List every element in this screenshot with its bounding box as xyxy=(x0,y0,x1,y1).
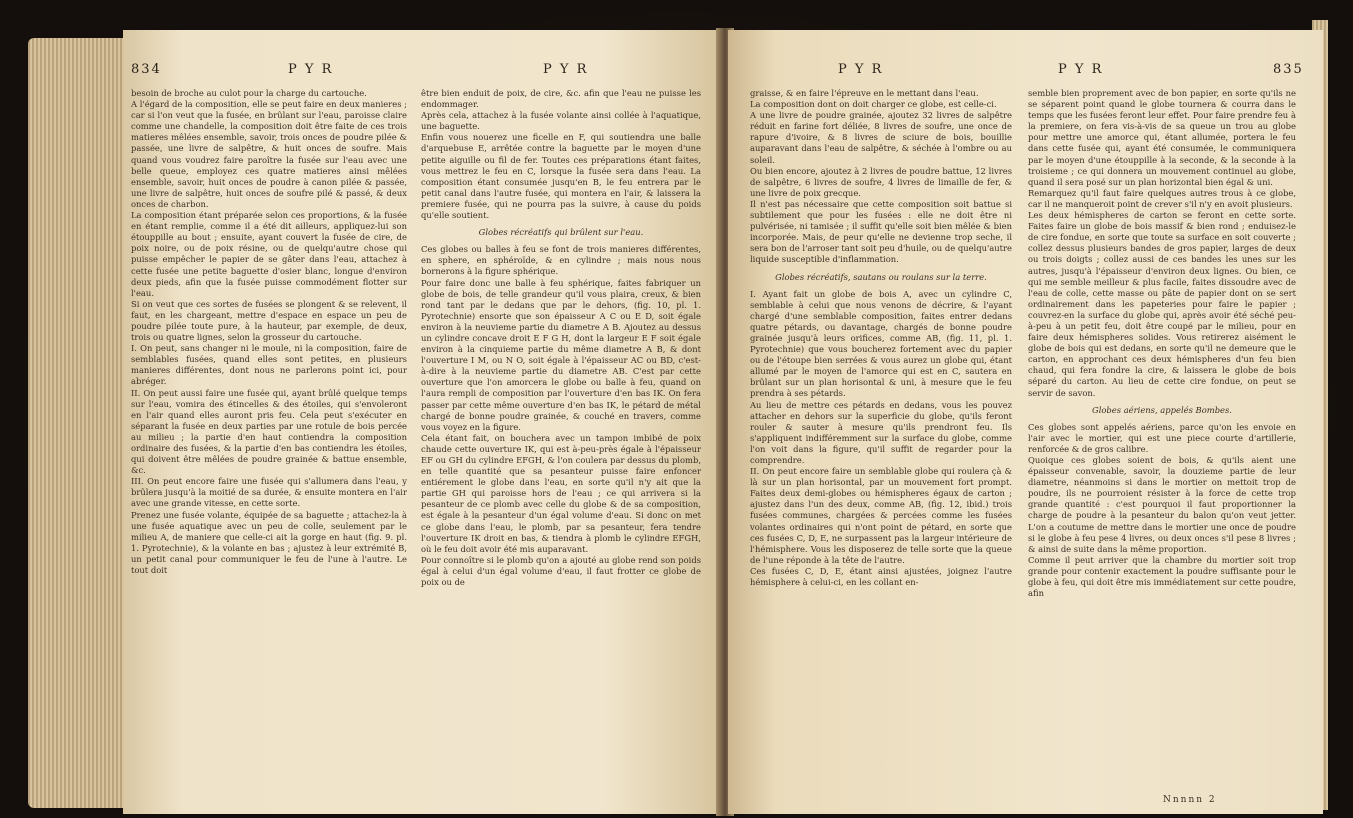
left-page-number: 834 xyxy=(131,62,162,77)
right-running-head-1: P Y R xyxy=(838,62,884,77)
section-heading: Globes récréatifs qui brûlent sur l'eau. xyxy=(478,227,644,238)
right-running-head-2: P Y R xyxy=(1058,62,1104,77)
right-page xyxy=(728,30,1323,814)
left-page xyxy=(123,30,723,814)
section-heading: Globes récréatifs, sautans ou roulans sur la terre. xyxy=(775,271,987,282)
open-book xyxy=(28,10,1328,816)
signature-mark: Nnnnn 2 xyxy=(1163,795,1217,805)
left-column-2: être bien enduit de poix, de cire, &c. afin que l'eau ne puisse les endommager. Après cela, attachez à la fusée volante ainsi collée à l'aquatique, une baguette. Enfin vous nouerez une ficelle en F, qui soutiendra une balle d'arquebuse E, arrêtée contre la baguette par le moyen d'une petite aiguille ou fil de fer. Toutes ces préparations étant faites, vous mettrez le feu en C, lorsque la fusée sera dans l'eau. La composition étant consumée jusqu'en B, le feu entrera par le petit canal dans l'autre fusée, qui montera en l'air, & laissera la premiere fusée, qui ne pourra pas la suivre, à cause du poids qu'elle soutient. Globes récréatifs qui brûlent sur l'eau. Ces globes ou balles à feu se font de trois manieres différentes, en sphere, en sphéroïde, & en cylindre ; mais nous nous bornerons à la figure sphérique. Pour faire donc une balle à feu sphérique, faites fabriquer un globe de bois, de telle grandeur qu'il vous plaira, creux, & bien rond tant par le dedans que par le dehors, (fig. 10, pl. 1. Pyrotechnie) ensorte que son épaisseur A C ou E D, soit égale environ à la neuvieme partie du diametre A B. Ajoutez au dessus un cylindre concave droit E F G H, dont la largeur E F soit égale environ à la cinquieme partie du même diametre A B, & dont l'ouverture I M, ou N O, soit égale à l'épaisseur AC ou BD, c'est-à-dire à la neuvieme partie du diametre AB. C'est par cette ouverture que l'on amorcera le globe ou balle à feu, quand on l'aura rempli de composition par l'ouverture d'en bas IK. On fera passer par cette même ouverture d'en bas IK, le pétard de métal chargé de bonne poudre grainée, & couché en travers, comme vous voyez en la figure. Cela étant fait, on bouchera avec un tampon imbibé de poix chaude cette ouverture IK, qui est à-peu-près égale à l'épaisseur EF ou GH du cylindre EFGH, & l'on coulera par dessus du plomb, en telle quantité que sa pesanteur puisse faire enfoncer entiérement le globe dans l'eau, en sorte qu'il n'y ait que la partie GH qui paroisse hors de l'eau ; ce qui arrivera si la pesanteur de ce plomb avec celle du globe & de sa composition, est égale à la pesanteur d'un égal volume d'eau. Si donc on met ce globe dans l'eau, le plomb, par sa pesanteur, fera tendre l'ouverture IK droit en bas, & tiendra à plomb le cylindre EFGH, où le feu doit avoir été mis auparavant. Pour connoître si le plomb qu'on a ajouté au globe rend son poids égal à celui d'un égal volume d'eau, il faut frotter ce globe de poix ou de xyxy=(421,88,701,588)
left-running-head-2: P Y R xyxy=(543,62,589,77)
section-heading: Globes aériens, appelés Bombes. xyxy=(1092,404,1232,415)
left-column-1: besoin de broche au culot pour la charge du cartouche. A l'égard de la composition, elle se peut faire en deux manieres ; car si l'on veut que la fusée, en brûlant sur l'eau, paroisse claire comme une chandelle, la composition doit être faite de ces trois matieres mêlées ensemble, savoir, trois onces de poudre pilée & passée, une livre de salpêtre, & huit onces de soufre. Mais quand vous voudrez faire paroître la fusée sur l'eau avec une belle queue, employez ces quatre matieres ainsi mêlées ensemble, savoir, huit onces de poudre à canon pilée & passée, une livre de salpêtre, huit onces de soufre pilé & passé, & deux onces de charbon. La composition étant préparée selon ces proportions, & la fusée en étant remplie, comme il a été dit ailleurs, appliquez-lui son étouppille au bout ; ensuite, ayant couvert la fusée de cire, de poix noire, ou de poix résine, ou de quelqu'autre chose qui puisse empêcher le papier de se gâter dans l'eau, attachez à cette fusée une petite baguette d'osier blanc, longue d'environ deux pieds, afin que la fusée puisse commodément flotter sur l'eau. Si on veut que ces sortes de fusées se plongent & se relevent, il faut, en les chargeant, mettre d'espace en espace un peu de poudre pilée toute pure, à la hauteur, par exemple, de deux, trois ou quatre lignes, selon la grosseur du cartouche. I. On peut, sans changer ni le moule, ni la composition, faire de semblables fusées, quand elles sont petites, en plusieurs manieres différentes, dont nous ne parlerons point ici, pour abréger. II. On peut aussi faire une fusée qui, ayant brûlé quelque temps sur l'eau, vomira des étincelles & des étoiles, qui s'envoleront en l'air quand elles auront pris feu. Cela peut s'exécuter en séparant la fusée en deux parties par une rotule de bois percée au milieu ; la partie d'en haut contiendra la composition ordinaire des fusées, & la partie d'en bas contiendra les étoiles, qui doivent être mêlées de poudre grainée & battue ensemble, &c. III. On peut encore faire une fusée qui s'allumera dans l'eau, y brûlera jusqu'à la moitié de sa durée, & ensuite montera en l'air avec une grande vitesse, en cette sorte. Prenez une fusée volante, équipée de sa baguette ; attachez-la à une fusée aquatique avec un peu de colle, seulement par le milieu A, de maniere que celle-ci ait la gorge en haut (fig. 9. pl. 1. Pyrotechnie), & la volante en bas ; ajustez à leur extrémité B, un petit canal pour communiquer le feu de l'une à l'autre. Le tout doit xyxy=(131,88,407,576)
right-column-1: graisse, & en faire l'épreuve en le mettant dans l'eau. La composition dont on doit charger ce globe, est celle-ci. A une livre de poudre grainée, ajoutez 32 livres de salpêtre réduit en farine fort déliée, 8 livres de soufre, une once de rapure d'ivoire, & 8 livres de sciure de bois, bouillie auparavant dans l'eau de salpêtre, & séchée à l'ombre ou au soleil. Ou bien encore, ajoutez à 2 livres de poudre battue, 12 livres de salpêtre, 6 livres de soufre, 4 livres de limaille de fer, & une livre de poix grecque. Il n'est pas nécessaire que cette composition soit battue si subtilement que pour les fusées : elle ne doit être ni pulvérisée, ni tamisée ; il suffit qu'elle soit bien mêlée & bien incorporée. Mais, de peur qu'elle ne devienne trop seche, il sera bon de l'arroser tant soit peu d'huile, ou de quelqu'autre liquide susceptible d'inflammation. Globes récréatifs, sautans ou roulans sur la terre. I. Ayant fait un globe de bois A, avec un cylindre C, semblable à celui que nous venons de décrire, & l'ayant chargé d'une semblable composition, faites entrer dedans quatre pétards, ou davantage, chargés de bonne poudre grainée jusqu'à leurs orifices, comme AB, (fig. 11, pl. 1. Pyrotechnie) que vous boucherez fortement avec du papier ou de l'étoupe bien serrées & vous aurez un globe qui, étant allumé par le moyen de l'amorce qui est en C, sautera en brûlant sur un plan horisontal & uni, à mesure que le feu prendra à ses pétards. Au lieu de mettre ces pétards en dedans, vous les pouvez attacher en dehors sur la superficie du globe, qu'ils feront rouler & sauter à mesure qu'ils prendront feu. Ils s'appliquent indifféremment sur la surface du globe, comme l'on voit dans la figure, qu'il suffit de regarder pour la comprendre. II. On peut encore faire un semblable globe qui roulera çà & là sur un plan horisontal, par un mouvement fort prompt. Faites deux demi-globes ou hémispheres égaux de carton ; ajustez dans l'un des deux, comme AB, (fig. 12, ibid.) trois fusées communes, chargées & percées comme les fusées volantes ordinaires qui n'ont point de pétard, en sorte que ces fusées C, D, E, ne surpassent pas la largeur intérieure de l'hémisphere. Vous les disposerez de telle sorte que la queue de l'une réponde à la tête de l'autre. Ces fusées C, D, E, étant ainsi ajustées, joignez l'autre hémisphere à celui-ci, en les collant en- xyxy=(750,88,1012,588)
left-running-head-1: P Y R xyxy=(288,62,334,77)
left-page-edges xyxy=(28,38,128,808)
right-column-2: semble bien proprement avec de bon papier, en sorte qu'ils ne se séparent point quand le globe tournera & courra dans le temps que les fusées feront leur effet. Pour faire prendre feu à la premiere, on fera vis-à-vis de sa queue un trou au globe pour mettre une amorce qui, étant allumée, portera le feu dans cette fusée qui, ayant été consumée, le communiquera par le moyen d'une étouppille à la seconde, & la seconde à la troisieme ; ce qui donnera un mouvement continuel au globe, quand il sera posé sur un plan horizontal bien égal & uni. Remarquez qu'il faut faire quelques autres trous à ce globe, car il ne manqueroit point de crever s'il n'y en avoit plusieurs. Les deux hémispheres de carton se feront en cette sorte. Faites faire un globe de bois massif & bien rond ; enduisez-le de cire fondue, en sorte que toute sa surface en soit couverte ; collez dessus plusieurs bandes de gros papier, larges de deux ou trois doigts ; collez aussi de ces bandes les unes sur les autres, jusqu'à l'épaisseur d'environ deux lignes. Ou bien, ce qui me semble meilleur & plus facile, faites dissoudre avec de l'eau de colle, cette masse ou pâte de papier dont on se sert ordinairement dans les papeteries pour faire le papier ; couvrez-en la surface du globe qui, après avoir été séché peu-à-peu à un petit feu, doit être coupé par le milieu, pour en faire deux hémispheres solides. Vous retirerez aisément le globe de bois qui est dedans, en sorte qu'il ne demeure que le carton, en approchant ces deux hémispheres d'un feu bien chaud, qui fera fondre la cire, & laissera le globe de bois séparé du carton. Au lieu de cette cire fondue, on peut se servir de savon. Globes aériens, appelés Bombes. Ces globes sont appelés aériens, parce qu'on les envoie en l'air avec le mortier, qui est une piece courte d'artillerie, renforcée & de gros calibre. Quoique ces globes soient de bois, & qu'ils aient une épaisseur convenable, savoir, la douzieme partie de leur diametre, néanmoins si dans le mortier on mettoit trop de poudre, ils ne pourroient résister à la force de cette trop grande quantité : c'est pourquoi il faut proportionner la charge de poudre à la pesanteur du balon qu'on veut jetter. L'on a coutume de mettre dans le mortier une once de poudre si le globe à feu pese 4 livres, ou deux onces s'il pese 8 livres ; & ainsi de suite dans la même proportion. Comme il peut arriver que la chambre du mortier soit trop grande pour contenir exactement la poudre suffisante pour le globe à feu, qui doit être mis immédiatement sur cette poudre, afin xyxy=(1028,88,1296,599)
right-page-number: 835 xyxy=(1273,62,1304,77)
